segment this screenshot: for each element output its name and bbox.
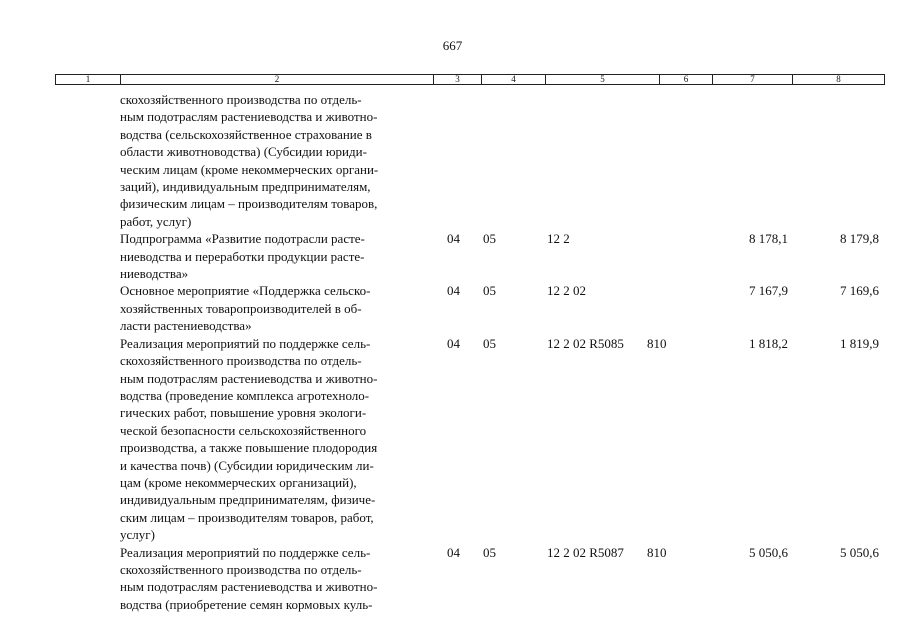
row-vr bbox=[647, 230, 711, 282]
row-sum-1: 8 178,1 bbox=[749, 231, 788, 247]
row-name: Подпрограмма «Развитие подотрасли расте- ниеводства и переработки продукции расте- ниеводства» bbox=[120, 231, 365, 282]
row-csr: 12 2 bbox=[547, 231, 570, 247]
column-number-8: 8 bbox=[793, 75, 885, 85]
row-sum-2: 7 169,6 bbox=[840, 283, 879, 299]
column-number-6: 6 bbox=[660, 75, 713, 85]
row-rz: 04 bbox=[447, 231, 460, 247]
column-number-7: 7 bbox=[713, 75, 793, 85]
table-row bbox=[55, 282, 884, 334]
table-row bbox=[55, 91, 884, 230]
row-csr: 12 2 02 R5087 bbox=[547, 544, 624, 560]
row-sum-2: 8 179,8 bbox=[840, 231, 879, 247]
table-row bbox=[55, 230, 884, 282]
row-sum-1: 7 167,9 bbox=[749, 283, 788, 299]
budget-table-body bbox=[55, 91, 884, 613]
row-vr: 810 bbox=[647, 335, 667, 351]
row-csr: 12 2 02 R5085 bbox=[547, 335, 624, 351]
column-number-5: 5 bbox=[546, 75, 660, 85]
row-rz: 04 bbox=[447, 544, 460, 560]
row-pr: 05 bbox=[483, 231, 496, 247]
table-row bbox=[55, 335, 884, 544]
row-rz: 04 bbox=[447, 283, 460, 299]
row-sum-1: 1 818,2 bbox=[749, 335, 788, 351]
row-sum-2: 1 819,9 bbox=[840, 335, 879, 351]
column-number-header bbox=[55, 74, 885, 85]
row-rz: 04 bbox=[447, 335, 460, 351]
column-number-2: 2 bbox=[121, 75, 434, 85]
row-csr bbox=[547, 91, 647, 230]
row-sum-2: 5 050,6 bbox=[840, 544, 879, 560]
row-pr: 05 bbox=[483, 283, 496, 299]
row-name: Реализация мероприятий по поддержке сель- скохозяйственного производства по отдель- ным подотраслям растениеводства и животно- водства (приобретение семян кормовых куль- bbox=[120, 544, 378, 612]
row-name: скохозяйственного производства по отдель- ным подотраслям растениеводства и животно- водства (сельскохозяйственное страхование в области животноводства) (Субсидии юриди- ческим лицам (кроме некоммерческих органи- заций), индивидуальным предпринимателям, физическим лицам – производителям товаров, работ, услуг) bbox=[120, 92, 379, 229]
row-sum-1 bbox=[711, 91, 788, 230]
row-vr bbox=[647, 282, 711, 334]
row-rz bbox=[433, 91, 483, 230]
page-number: 667 bbox=[442, 38, 463, 53]
column-number-3: 3 bbox=[434, 75, 482, 85]
row-pr: 05 bbox=[483, 335, 496, 351]
column-number-4: 4 bbox=[482, 75, 546, 85]
row-pr bbox=[483, 91, 547, 230]
row-name: Основное мероприятие «Поддержка сельско- хозяйственных товаропроизводителей в об- ласти растениеводства» bbox=[120, 283, 371, 334]
row-vr: 810 bbox=[647, 544, 667, 560]
column-number-1: 1 bbox=[56, 75, 121, 85]
table-row bbox=[55, 544, 884, 614]
row-name: Реализация мероприятий по поддержке сель- скохозяйственного производства по отдель- ным подотраслям растениеводства и животно- водства (проведение комплекса агротехноло- гических работ, повышение уровня экологи- ческой безопасности сельскохозяйственного производства, а также повышение плодородия и качества почв) (Субсидии юридическим ли- цам (кроме некоммерческих организаций), индивидуальным предпринимателям, физиче- ским лицам – производителям товаров, работ, услуг) bbox=[120, 335, 378, 543]
row-csr: 12 2 02 bbox=[547, 283, 586, 299]
row-vr bbox=[647, 91, 711, 230]
row-sum-1: 5 050,6 bbox=[749, 544, 788, 560]
row-sum-2 bbox=[788, 91, 879, 230]
row-pr: 05 bbox=[483, 544, 496, 560]
